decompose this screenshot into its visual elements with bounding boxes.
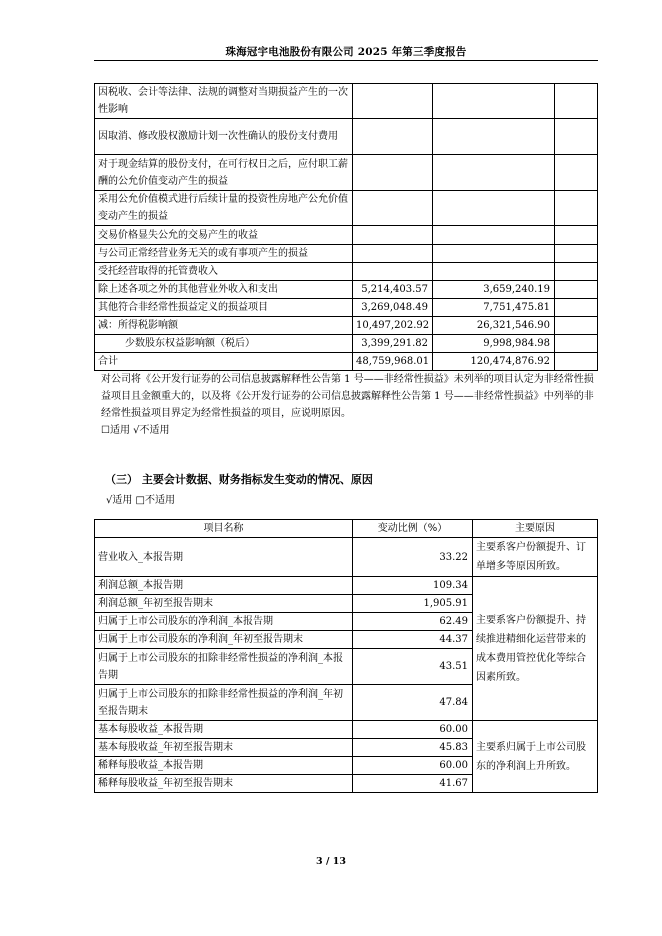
current-period-amount xyxy=(353,119,433,155)
change-ratio: 33.22 xyxy=(353,538,473,577)
note-cell xyxy=(555,353,598,371)
current-period-amount: 5,214,403.57 xyxy=(353,281,433,299)
ytd-amount: 7,751,475.81 xyxy=(433,299,555,317)
change-reasons-table xyxy=(94,519,598,793)
item-label: 少数股东权益影响额（税后） xyxy=(95,335,353,353)
ytd-amount xyxy=(433,263,555,281)
ytd-amount xyxy=(433,191,555,226)
note-cell xyxy=(555,317,598,335)
table-row xyxy=(95,577,598,595)
current-period-amount xyxy=(353,84,433,119)
item-label: 除上述各项之外的其他营业外收入和支出 xyxy=(95,281,353,299)
item-name: 归属于上市公司股东的扣除非经常性损益的净利润_本报告期 xyxy=(95,649,353,685)
note-cell xyxy=(555,281,598,299)
item-name: 营业收入_本报告期 xyxy=(95,538,353,577)
table-row xyxy=(95,299,598,317)
ytd-amount xyxy=(433,245,555,263)
table-row xyxy=(95,335,598,353)
header-item-name: 项目名称 xyxy=(95,520,353,538)
item-name: 利润总额_本报告期 xyxy=(95,577,353,595)
item-name: 利润总额_年初至报告期末 xyxy=(95,595,353,613)
item-label: 减：所得税影响额 xyxy=(95,317,353,335)
table-row xyxy=(95,226,598,245)
item-label: 采用公允价值模式进行后续计量的投资性房地产公允价值变动产生的损益 xyxy=(95,191,353,226)
table-row xyxy=(95,353,598,371)
note-cell xyxy=(555,119,598,155)
item-name: 基本每股收益_年初至报告期末 xyxy=(95,739,353,757)
applicability-options: ☐适用 √不适用 xyxy=(101,425,170,436)
explanation-text: 对公司将《公开发行证券的公司信息披露解释性公告第 1 号——非经常性损益》未列举的项目认定为非经常性损益项目且金额重大的，以及将《公开发行证券的公司信息披露解释性公告第 1 号——非经常性损益》中列举的非经常性损益项目界定为经常性损益的项目，应说明原因。 xyxy=(101,374,594,419)
table-row xyxy=(95,263,598,281)
change-ratio: 60.00 xyxy=(353,721,473,739)
ytd-amount: 9,998,984.98 xyxy=(433,335,555,353)
table-row xyxy=(95,317,598,335)
page-header: 珠海冠宇电池股份有限公司 2025 年第三季度报告 xyxy=(225,46,467,58)
item-name: 归属于上市公司股东的扣除非经常性损益的净利润_年初至报告期末 xyxy=(95,685,353,721)
change-ratio: 109.34 xyxy=(353,577,473,595)
note-cell xyxy=(555,263,598,281)
current-period-amount: 10,497,202.92 xyxy=(353,317,433,335)
current-period-amount: 3,269,048.49 xyxy=(353,299,433,317)
table-row xyxy=(95,281,598,299)
table-row xyxy=(95,84,598,119)
ytd-amount xyxy=(433,155,555,191)
item-name: 归属于上市公司股东的净利润_本报告期 xyxy=(95,613,353,631)
table-row xyxy=(95,191,598,226)
note-cell xyxy=(555,155,598,191)
current-period-amount xyxy=(353,226,433,245)
note-cell xyxy=(555,226,598,245)
header-change-ratio: 变动比例（%） xyxy=(353,520,473,538)
item-name: 稀释每股收益_本报告期 xyxy=(95,757,353,775)
change-ratio: 43.51 xyxy=(353,649,473,685)
item-label: 与公司正常经营业务无关的或有事项产生的损益 xyxy=(95,245,353,263)
current-period-amount: 3,399,291.82 xyxy=(353,335,433,353)
item-label: 因取消、修改股权激励计划一次性确认的股份支付费用 xyxy=(95,119,353,155)
item-label: 其他符合非经常性损益定义的损益项目 xyxy=(95,299,353,317)
change-ratio: 60.00 xyxy=(353,757,473,775)
change-ratio: 45.83 xyxy=(353,739,473,757)
note-cell xyxy=(555,335,598,353)
table-row xyxy=(95,538,598,577)
table-header-row xyxy=(95,520,598,538)
ytd-amount: 120,474,876.92 xyxy=(433,353,555,371)
current-period-amount xyxy=(353,263,433,281)
main-reason: 主要系客户份额提升、持续推进精细化运营带来的成本费用管控优化等综合因素所致。 xyxy=(473,577,598,721)
main-reason: 主要系客户份额提升、订单增多等原因所致。 xyxy=(473,538,598,577)
change-ratio: 47.84 xyxy=(353,685,473,721)
item-label: 因税收、会计等法律、法规的调整对当期损益产生的一次性影响 xyxy=(95,84,353,119)
header-rule xyxy=(94,60,598,61)
current-period-amount xyxy=(353,245,433,263)
change-ratio: 1,905.91 xyxy=(353,595,473,613)
note-cell xyxy=(555,191,598,226)
ytd-amount: 26,321,546.90 xyxy=(433,317,555,335)
item-name: 基本每股收益_本报告期 xyxy=(95,721,353,739)
table-row xyxy=(95,119,598,155)
current-period-amount: 48,759,968.01 xyxy=(353,353,433,371)
item-label: 对于现金结算的股份支付，在可行权日之后，应付职工薪酬的公允价值变动产生的损益 xyxy=(95,155,353,191)
item-label: 受托经营取得的托管费收入 xyxy=(95,263,353,281)
ytd-amount xyxy=(433,84,555,119)
page-number: 3 / 13 xyxy=(316,856,346,867)
item-label: 交易价格显失公允的交易产生的收益 xyxy=(95,226,353,245)
table-row xyxy=(95,245,598,263)
section-applicability: √适用 □不适用 xyxy=(106,495,175,506)
change-ratio: 41.67 xyxy=(353,775,473,793)
non-recurring-items-table xyxy=(94,83,598,371)
change-ratio: 62.49 xyxy=(353,613,473,631)
current-period-amount xyxy=(353,191,433,226)
current-period-amount xyxy=(353,155,433,191)
item-label: 合计 xyxy=(95,353,353,371)
note-cell xyxy=(555,245,598,263)
item-name: 归属于上市公司股东的净利润_年初至报告期末 xyxy=(95,631,353,649)
explanation-paragraph xyxy=(101,371,595,439)
item-name: 稀释每股收益_年初至报告期末 xyxy=(95,775,353,793)
header-main-reason: 主要原因 xyxy=(473,520,598,538)
note-cell xyxy=(555,84,598,119)
ytd-amount xyxy=(433,119,555,155)
section-title: （三） 主要会计数据、财务指标发生变动的情况、原因 xyxy=(105,473,373,486)
change-ratio: 44.37 xyxy=(353,631,473,649)
note-cell xyxy=(555,299,598,317)
ytd-amount xyxy=(433,226,555,245)
table-row xyxy=(95,155,598,191)
ytd-amount: 3,659,240.19 xyxy=(433,281,555,299)
main-reason: 主要系归属于上市公司股东的净利润上升所致。 xyxy=(473,721,598,793)
table-row xyxy=(95,721,598,739)
